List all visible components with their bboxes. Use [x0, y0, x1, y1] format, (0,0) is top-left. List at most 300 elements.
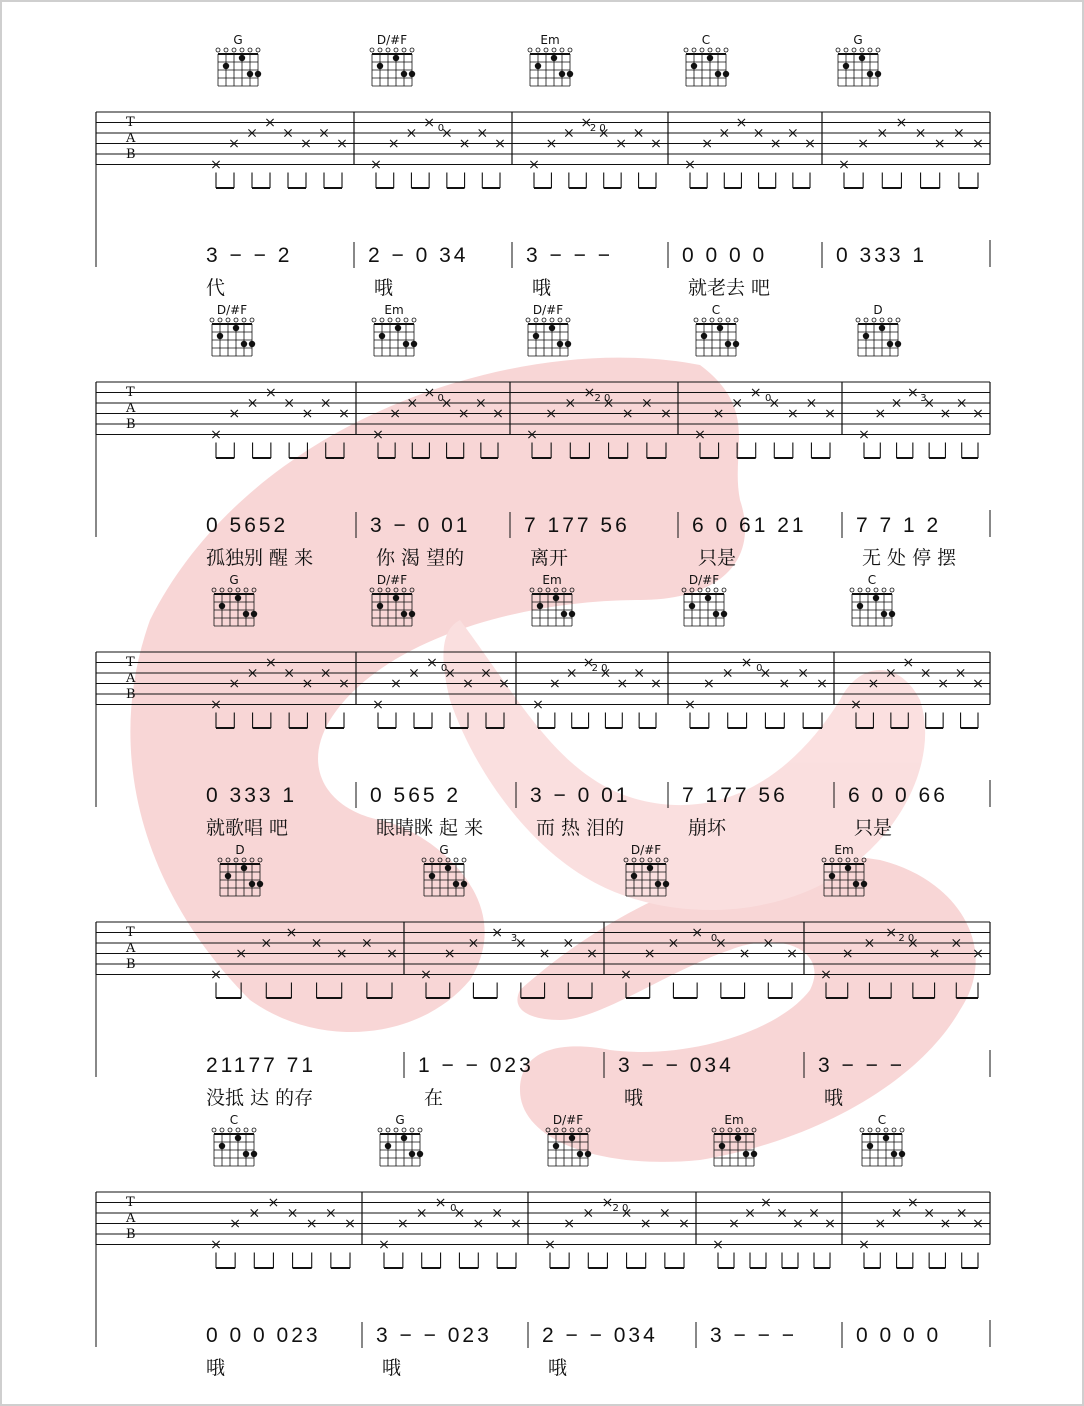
- lyric-text: 就歌唱 吧: [206, 817, 289, 839]
- open-string-icon: [234, 858, 238, 862]
- open-string-icon: [378, 48, 382, 52]
- open-string-icon: [692, 48, 696, 52]
- open-string-icon: [726, 318, 730, 322]
- jianpu-measure: 3 − 0 01: [530, 784, 631, 807]
- jianpu-measure: 0 565 2: [370, 784, 462, 807]
- chord-diagram: [218, 843, 263, 896]
- chord-name: G: [233, 33, 243, 47]
- jianpu-measure: 0 0 0 0: [682, 244, 768, 267]
- finger-dot-icon: [689, 603, 695, 609]
- open-string-icon: [402, 588, 406, 592]
- open-string-icon: [394, 1128, 398, 1132]
- open-string-icon: [860, 1128, 864, 1132]
- open-string-icon: [542, 318, 546, 322]
- chord-diagram: [528, 33, 573, 86]
- chord-name: Em: [542, 573, 562, 587]
- finger-dot-icon: [895, 341, 901, 347]
- fret-number: 2 0: [898, 933, 915, 944]
- finger-dot-icon: [395, 325, 401, 331]
- finger-dot-icon: [235, 595, 241, 601]
- finger-dot-icon: [883, 1135, 889, 1141]
- jianpu-measure: 3 − − −: [710, 1324, 797, 1347]
- finger-dot-icon: [853, 881, 859, 887]
- finger-dot-icon: [561, 611, 567, 617]
- lyric-text: 只是: [854, 817, 893, 839]
- finger-dot-icon: [647, 865, 653, 871]
- open-string-icon: [864, 318, 868, 322]
- finger-dot-icon: [889, 611, 895, 617]
- finger-dot-icon: [377, 63, 383, 69]
- tab-clef-letter: T: [126, 655, 135, 670]
- chord-name: Em: [540, 33, 560, 47]
- chord-name: D/#F: [688, 573, 720, 587]
- finger-dot-icon: [707, 55, 713, 61]
- finger-dot-icon: [393, 595, 399, 601]
- finger-dot-icon: [577, 1151, 583, 1157]
- open-string-icon: [694, 318, 698, 322]
- tab-clef-letter: B: [126, 687, 136, 702]
- open-string-icon: [706, 588, 710, 592]
- open-string-icon: [412, 318, 416, 322]
- finger-dot-icon: [217, 333, 223, 339]
- finger-dot-icon: [219, 1143, 225, 1149]
- open-string-icon: [410, 48, 414, 52]
- open-string-icon: [550, 318, 554, 322]
- finger-dot-icon: [899, 1151, 905, 1157]
- chord-name: Em: [724, 1113, 744, 1127]
- chord-diagram: [856, 303, 901, 356]
- finger-dot-icon: [565, 341, 571, 347]
- finger-dot-icon: [239, 55, 245, 61]
- fret-number: 0: [440, 663, 448, 674]
- chord-name: D/#F: [630, 843, 662, 857]
- chord-name: G: [439, 843, 449, 857]
- open-string-icon: [852, 48, 856, 52]
- jianpu-measure: 3 − − 2: [206, 244, 293, 267]
- finger-dot-icon: [725, 341, 731, 347]
- fret-number: 2 0: [591, 663, 608, 674]
- finger-dot-icon: [401, 611, 407, 617]
- fret-number: 0: [437, 123, 445, 134]
- open-string-icon: [244, 588, 248, 592]
- open-string-icon: [216, 48, 220, 52]
- lyric-text: 哦: [532, 277, 552, 299]
- chord-name: D/#F: [532, 303, 564, 317]
- lyric-text: 代: [206, 277, 226, 299]
- open-string-icon: [640, 858, 644, 862]
- open-string-icon: [530, 588, 534, 592]
- open-string-icon: [250, 858, 254, 862]
- finger-dot-icon: [409, 71, 415, 77]
- finger-dot-icon: [735, 1135, 741, 1141]
- open-string-icon: [736, 1128, 740, 1132]
- lyric-text: 孤独别 醒 来: [206, 547, 314, 569]
- fret-number: 2 0: [612, 1203, 629, 1214]
- open-string-icon: [372, 318, 376, 322]
- open-string-icon: [552, 48, 556, 52]
- lyric-text: 眼睛眯 起 来: [376, 817, 484, 839]
- lyric-text: 没抵 达 的存: [206, 1087, 314, 1109]
- open-string-icon: [396, 318, 400, 322]
- lyric-text: 哦: [374, 277, 394, 299]
- fret-number: 0: [710, 933, 718, 944]
- open-string-icon: [866, 588, 870, 592]
- finger-dot-icon: [751, 1151, 757, 1157]
- open-string-icon: [874, 588, 878, 592]
- tab-clef-letter: A: [126, 941, 136, 956]
- fret-number: 0: [765, 393, 772, 404]
- jianpu-measure: 6 0 0 66: [848, 784, 948, 807]
- open-string-icon: [888, 318, 892, 322]
- fret-number: 0: [756, 663, 763, 674]
- jianpu-measure: 6 0 61 21: [692, 514, 807, 537]
- finger-dot-icon: [241, 865, 247, 871]
- finger-dot-icon: [567, 71, 573, 77]
- open-string-icon: [236, 588, 240, 592]
- fret-number: 2 0: [589, 123, 606, 134]
- open-string-icon: [380, 318, 384, 322]
- tab-clef-letter: A: [126, 671, 136, 686]
- open-string-icon: [632, 858, 636, 862]
- finger-dot-icon: [867, 71, 873, 77]
- open-string-icon: [394, 588, 398, 592]
- chord-name: C: [867, 573, 877, 587]
- open-string-icon: [844, 48, 848, 52]
- lyric-text: 崩坏: [688, 817, 727, 839]
- lyric-text: 哦: [206, 1357, 226, 1379]
- open-string-icon: [226, 858, 230, 862]
- open-string-icon: [900, 1128, 904, 1132]
- chord-diagram: [682, 573, 727, 626]
- open-string-icon: [718, 318, 722, 322]
- open-string-icon: [252, 1128, 256, 1132]
- open-string-icon: [220, 588, 224, 592]
- lyric-text: 哦: [382, 1357, 402, 1379]
- tab-clef-letter: T: [126, 925, 135, 940]
- open-string-icon: [236, 1128, 240, 1132]
- chord-diagram: [836, 33, 881, 86]
- open-string-icon: [422, 858, 426, 862]
- open-string-icon: [370, 48, 374, 52]
- open-string-icon: [570, 588, 574, 592]
- finger-dot-icon: [723, 71, 729, 77]
- open-string-icon: [872, 318, 876, 322]
- open-string-icon: [534, 318, 538, 322]
- open-string-icon: [386, 588, 390, 592]
- open-string-icon: [856, 318, 860, 322]
- open-string-icon: [536, 48, 540, 52]
- open-string-icon: [402, 48, 406, 52]
- chord-diagram: [822, 843, 867, 896]
- open-string-icon: [876, 1128, 880, 1132]
- open-string-icon: [846, 858, 850, 862]
- fret-number: 3: [920, 393, 927, 404]
- jianpu-measure: 3 − − −: [526, 244, 613, 267]
- finger-dot-icon: [429, 873, 435, 879]
- lyric-text: 就老去 吧: [688, 277, 771, 299]
- chord-diagram: [212, 573, 257, 626]
- open-string-icon: [228, 1128, 232, 1132]
- open-string-icon: [724, 48, 728, 52]
- open-string-icon: [734, 318, 738, 322]
- chord-name: G: [229, 573, 239, 587]
- system-1: [96, 33, 990, 299]
- open-string-icon: [404, 318, 408, 322]
- open-string-icon: [526, 318, 530, 322]
- finger-dot-icon: [569, 1135, 575, 1141]
- open-string-icon: [256, 48, 260, 52]
- chord-diagram: [212, 1113, 257, 1166]
- finger-dot-icon: [733, 341, 739, 347]
- chord-diagram: [372, 303, 417, 356]
- jianpu-measure: 3 − − 023: [376, 1324, 492, 1347]
- chord-diagram: [860, 1113, 905, 1166]
- finger-dot-icon: [861, 881, 867, 887]
- finger-dot-icon: [401, 71, 407, 77]
- finger-dot-icon: [717, 325, 723, 331]
- open-string-icon: [714, 588, 718, 592]
- open-string-icon: [624, 858, 628, 862]
- finger-dot-icon: [535, 63, 541, 69]
- chord-diagram: [216, 33, 261, 86]
- open-string-icon: [438, 858, 442, 862]
- open-string-icon: [882, 588, 886, 592]
- open-string-icon: [892, 1128, 896, 1132]
- open-string-icon: [228, 588, 232, 592]
- finger-dot-icon: [881, 611, 887, 617]
- open-string-icon: [226, 318, 230, 322]
- open-string-icon: [218, 318, 222, 322]
- fret-number: 3: [510, 933, 518, 944]
- jianpu-measure: 0 333 1: [206, 784, 298, 807]
- finger-dot-icon: [553, 595, 559, 601]
- open-string-icon: [248, 48, 252, 52]
- jianpu-measure: 1 − − 023: [418, 1054, 534, 1077]
- chord-diagram: [378, 1113, 423, 1166]
- open-string-icon: [578, 1128, 582, 1132]
- finger-dot-icon: [247, 71, 253, 77]
- finger-dot-icon: [453, 881, 459, 887]
- fret-number: 0: [450, 1203, 457, 1214]
- open-string-icon: [212, 588, 216, 592]
- open-string-icon: [728, 1128, 732, 1132]
- lyric-text: 哦: [824, 1087, 844, 1109]
- finger-dot-icon: [551, 55, 557, 61]
- lyric-text: 哦: [548, 1357, 568, 1379]
- chord-name: D: [873, 303, 883, 317]
- finger-dot-icon: [385, 1143, 391, 1149]
- finger-dot-icon: [243, 611, 249, 617]
- finger-dot-icon: [663, 881, 669, 887]
- open-string-icon: [410, 588, 414, 592]
- lyric-text: 离开: [530, 547, 569, 569]
- finger-dot-icon: [257, 881, 263, 887]
- open-string-icon: [868, 1128, 872, 1132]
- chord-diagram: [526, 303, 571, 356]
- chord-diagram: [370, 573, 415, 626]
- finger-dot-icon: [393, 55, 399, 61]
- open-string-icon: [744, 1128, 748, 1132]
- tab-clef-letter: B: [126, 1227, 136, 1242]
- open-string-icon: [712, 1128, 716, 1132]
- open-string-icon: [528, 48, 532, 52]
- open-string-icon: [648, 858, 652, 862]
- open-string-icon: [720, 1128, 724, 1132]
- chord-diagram: [546, 1113, 591, 1166]
- finger-dot-icon: [867, 1143, 873, 1149]
- finger-dot-icon: [223, 63, 229, 69]
- finger-dot-icon: [409, 611, 415, 617]
- finger-dot-icon: [251, 611, 257, 617]
- open-string-icon: [252, 588, 256, 592]
- finger-dot-icon: [887, 341, 893, 347]
- open-string-icon: [558, 318, 562, 322]
- open-string-icon: [554, 588, 558, 592]
- open-string-icon: [722, 588, 726, 592]
- chord-name: D/#F: [376, 33, 408, 47]
- open-string-icon: [860, 48, 864, 52]
- open-string-icon: [858, 588, 862, 592]
- chord-diagram: [210, 303, 255, 356]
- open-string-icon: [402, 1128, 406, 1132]
- open-string-icon: [560, 48, 564, 52]
- finger-dot-icon: [859, 55, 865, 61]
- open-string-icon: [242, 858, 246, 862]
- open-string-icon: [210, 318, 214, 322]
- chord-name: D/#F: [376, 573, 408, 587]
- chord-name: D/#F: [552, 1113, 584, 1127]
- finger-dot-icon: [537, 603, 543, 609]
- open-string-icon: [716, 48, 720, 52]
- finger-dot-icon: [569, 611, 575, 617]
- finger-dot-icon: [843, 63, 849, 69]
- open-string-icon: [242, 318, 246, 322]
- finger-dot-icon: [255, 71, 261, 77]
- open-string-icon: [544, 48, 548, 52]
- lyric-text: 无 处 停 摆: [862, 547, 957, 569]
- finger-dot-icon: [417, 1151, 423, 1157]
- finger-dot-icon: [225, 873, 231, 879]
- open-string-icon: [234, 318, 238, 322]
- open-string-icon: [568, 48, 572, 52]
- open-string-icon: [386, 48, 390, 52]
- tab-clef-letter: T: [126, 115, 135, 130]
- jianpu-measure: 3 − − 034: [618, 1054, 734, 1077]
- open-string-icon: [232, 48, 236, 52]
- lyric-text: 只是: [698, 547, 737, 569]
- jianpu-measure: 7 177 56: [682, 784, 788, 807]
- open-string-icon: [896, 318, 900, 322]
- open-string-icon: [446, 858, 450, 862]
- lyric-text: 在: [424, 1087, 444, 1109]
- tab-clef-letter: A: [126, 401, 136, 416]
- open-string-icon: [220, 1128, 224, 1132]
- open-string-icon: [258, 858, 262, 862]
- chord-name: C: [229, 1113, 239, 1127]
- chord-name: Em: [384, 303, 404, 317]
- finger-dot-icon: [631, 873, 637, 879]
- finger-dot-icon: [875, 71, 881, 77]
- open-string-icon: [546, 588, 550, 592]
- finger-dot-icon: [379, 333, 385, 339]
- finger-dot-icon: [655, 881, 661, 887]
- jianpu-measure: 0 0 0 0: [856, 1324, 942, 1347]
- open-string-icon: [462, 858, 466, 862]
- open-string-icon: [554, 1128, 558, 1132]
- open-string-icon: [570, 1128, 574, 1132]
- system-5: [96, 1113, 990, 1379]
- open-string-icon: [538, 588, 542, 592]
- open-string-icon: [836, 48, 840, 52]
- finger-dot-icon: [705, 595, 711, 601]
- open-string-icon: [880, 318, 884, 322]
- jianpu-measure: 0 333 1: [836, 244, 928, 267]
- lyric-text: 你 渴 望的: [376, 547, 465, 569]
- system-3: [96, 573, 990, 839]
- chord-name: C: [877, 1113, 887, 1127]
- tab-clef-letter: T: [126, 385, 135, 400]
- finger-dot-icon: [251, 1151, 257, 1157]
- finger-dot-icon: [719, 1143, 725, 1149]
- finger-dot-icon: [845, 865, 851, 871]
- open-string-icon: [700, 48, 704, 52]
- chord-name: Em: [834, 843, 854, 857]
- open-string-icon: [562, 588, 566, 592]
- open-string-icon: [586, 1128, 590, 1132]
- finger-dot-icon: [243, 1151, 249, 1157]
- open-string-icon: [708, 48, 712, 52]
- tab-clef-letter: A: [126, 131, 136, 146]
- open-string-icon: [890, 588, 894, 592]
- tab-clef-letter: A: [126, 1211, 136, 1226]
- open-string-icon: [370, 588, 374, 592]
- jianpu-measure: 2 − 0 34: [368, 244, 469, 267]
- jianpu-measure: 3 − − −: [818, 1054, 905, 1077]
- finger-dot-icon: [721, 611, 727, 617]
- open-string-icon: [854, 858, 858, 862]
- system-2: [96, 303, 990, 569]
- open-string-icon: [388, 318, 392, 322]
- system-4: [96, 843, 990, 1109]
- open-string-icon: [410, 1128, 414, 1132]
- finger-dot-icon: [557, 341, 563, 347]
- finger-dot-icon: [873, 595, 879, 601]
- open-string-icon: [698, 588, 702, 592]
- open-string-icon: [690, 588, 694, 592]
- lyric-text: 而 热 泪的: [536, 817, 625, 839]
- chord-name: D: [235, 843, 245, 857]
- finger-dot-icon: [445, 865, 451, 871]
- finger-dot-icon: [691, 63, 697, 69]
- open-string-icon: [394, 48, 398, 52]
- finger-dot-icon: [743, 1151, 749, 1157]
- finger-dot-icon: [553, 1143, 559, 1149]
- finger-dot-icon: [585, 1151, 591, 1157]
- open-string-icon: [710, 318, 714, 322]
- lyric-text: 哦: [624, 1087, 644, 1109]
- open-string-icon: [244, 1128, 248, 1132]
- jianpu-measure: 0 0 0 023: [206, 1324, 321, 1347]
- chord-diagram: [694, 303, 739, 356]
- chord-diagram: [422, 843, 467, 896]
- chord-name: D/#F: [216, 303, 248, 317]
- open-string-icon: [224, 48, 228, 52]
- open-string-icon: [868, 48, 872, 52]
- jianpu-measure: 0 5652: [206, 514, 289, 537]
- open-string-icon: [454, 858, 458, 862]
- chord-diagram: [530, 573, 575, 626]
- open-string-icon: [212, 1128, 216, 1132]
